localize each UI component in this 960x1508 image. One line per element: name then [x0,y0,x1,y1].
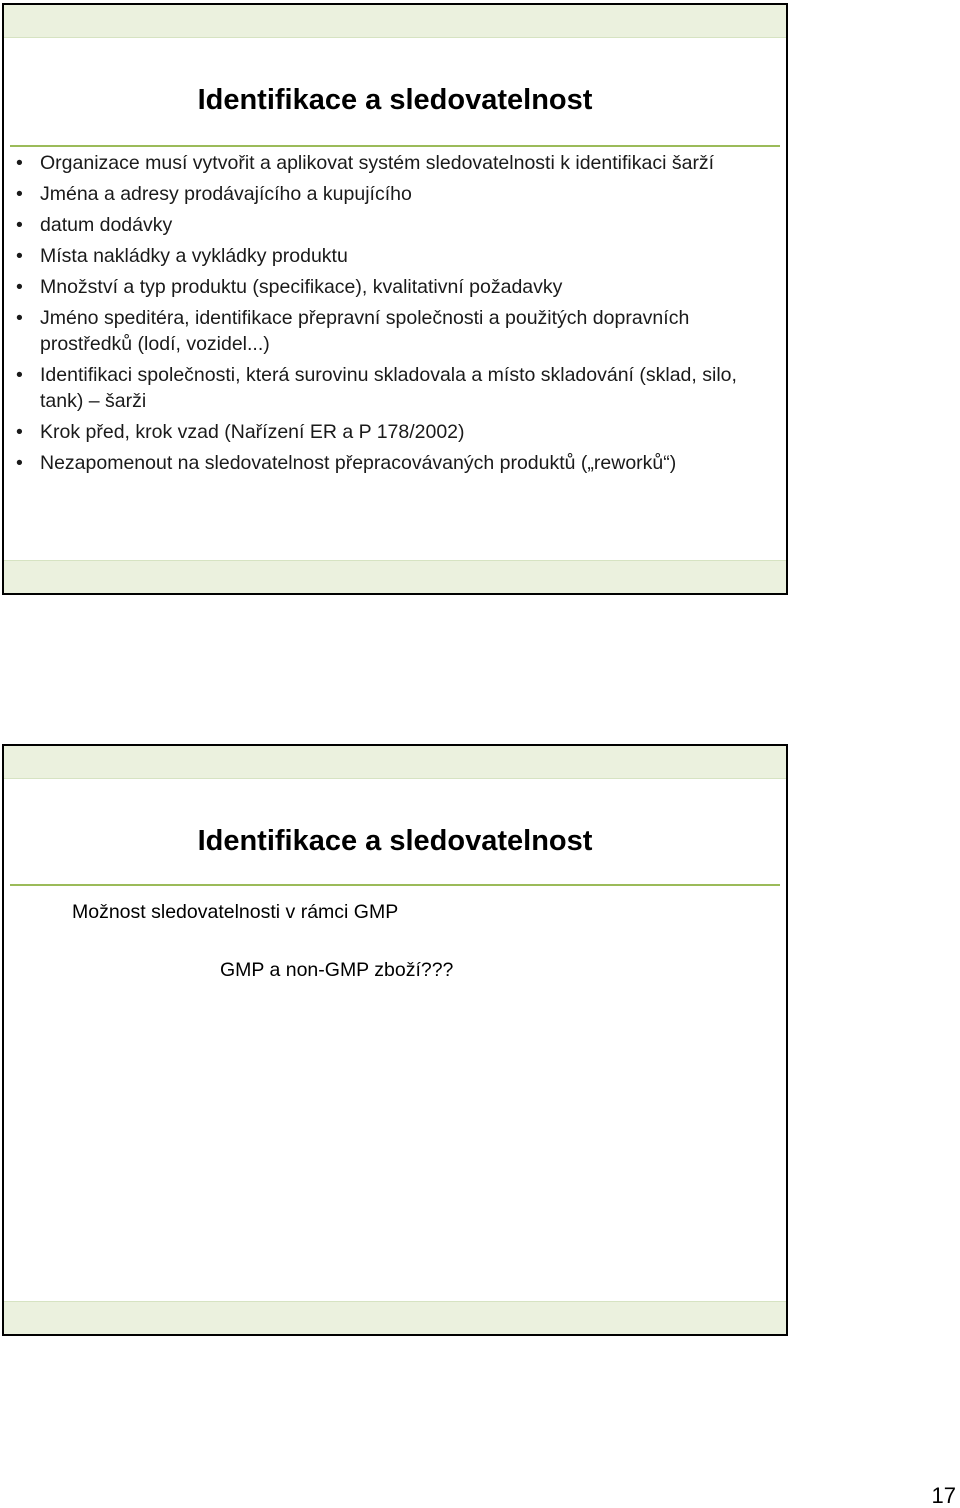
slide-header-band [4,5,786,38]
slide-text-line: Možnost sledovatelnosti v rámci GMP [72,901,399,923]
list-item: • Jména a adresy prodávajícího a kupujícího [4,181,766,207]
list-item: • Množství a typ produktu (specifikace), kvalitativní požadavky [4,274,766,300]
list-item: • Organizace musí vytvořit a aplikovat systém sledovatelnosti k identifikaci šarží [4,150,766,176]
slide-text-line: GMP a non-GMP zboží??? [220,959,454,981]
list-item: • Místa nakládky a vykládky produktu [4,243,766,269]
list-item: • Krok před, krok vzad (Nařízení ER a P 178/2002) [4,419,766,445]
list-item: • Jméno speditéra, identifikace přepravní společnosti a použitých dopravních prostředků (lodí, vozidel...) [4,305,766,357]
list-item: • Identifikaci společnosti, která surovinu skladovala a místo skladování (sklad, silo, tank) – šarži [4,362,766,414]
bullet-list [4,150,766,481]
slide-title: Identifikace a sledovatelnost [197,84,593,116]
title-rule [10,145,780,147]
list-item: • datum dodávky [4,212,766,238]
slide-title: Identifikace a sledovatelnost [197,825,593,857]
slide-footer-band [4,560,786,593]
slide-2 [2,744,788,1336]
page-number: 17 [931,1483,956,1508]
list-item: • Nezapomenout na sledovatelnost přepracovávaných produktů („reworků“) [4,450,766,476]
slide-1 [2,3,788,595]
slide-header-band [4,746,786,779]
slide-footer-band [4,1301,786,1334]
title-rule [10,884,780,886]
